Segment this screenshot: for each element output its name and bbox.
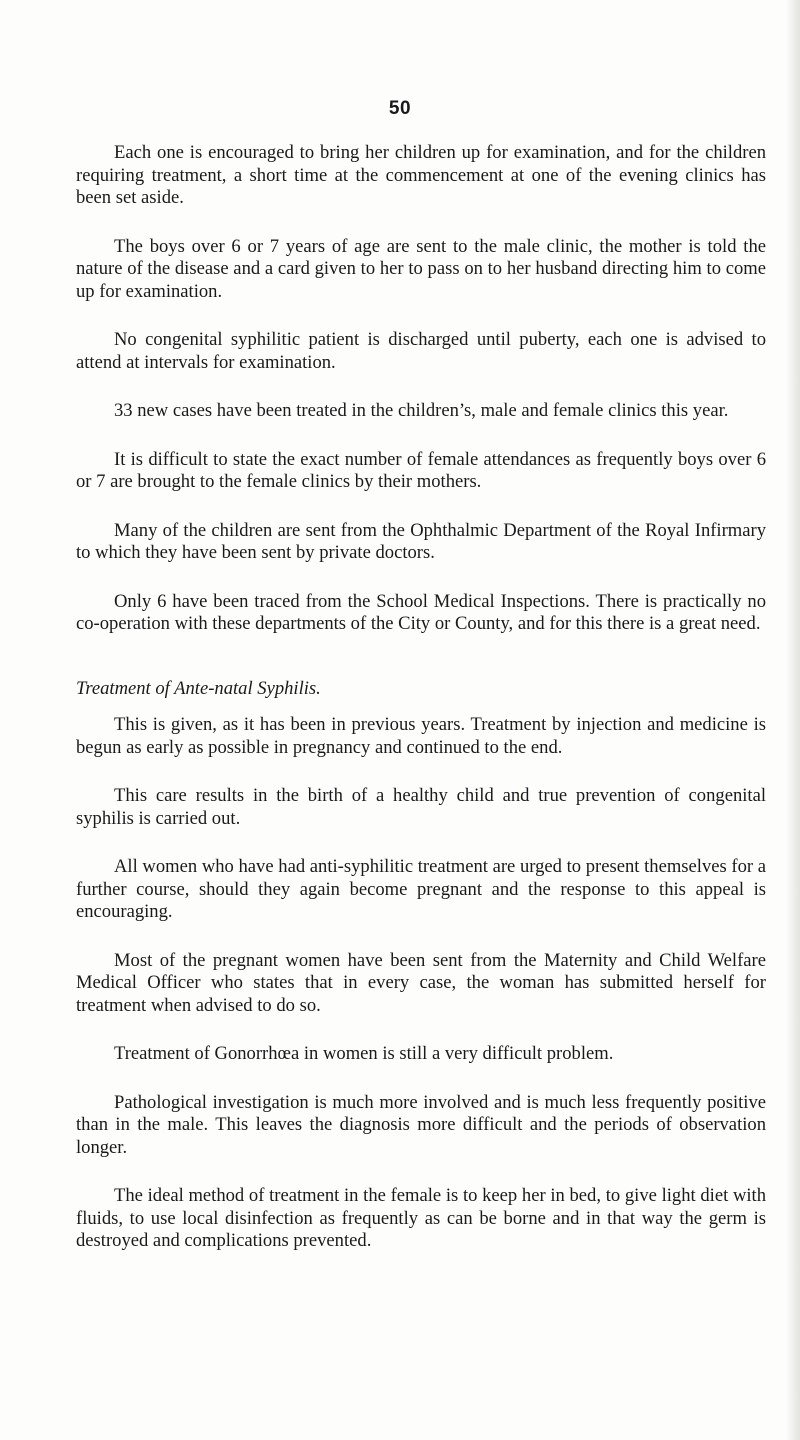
section-paragraph: Pathological investigation is much more involved and is much less frequently positive than in the male. This leaves the diagnosis more difficult and the periods of observation longer.	[76, 1091, 766, 1158]
paragraph: Each one is encouraged to bring her children up for examination, and for the children requiring treatment, a short time at the commencement at one of the evening clinics has been set aside.	[76, 142, 766, 208]
paragraph: No congenital syphilitic patient is discharged until puberty, each one is advised to attend at intervals for examination.	[76, 329, 766, 373]
paragraph: 33 new cases have been treated in the children’s, male and female clinics this year.	[114, 400, 729, 421]
section-paragraph: This care results in the birth of a healthy child and true prevention of congenital syphilis is carried out.	[76, 785, 766, 829]
section-paragraph: This is given, as it has been in previous years. Treatment by injection and medicine is begun as early as possible in pregnancy and continued to the end.	[76, 714, 766, 758]
page-number: 50	[388, 98, 412, 119]
page-edge-shadow	[786, 0, 800, 1440]
section-paragraph: All women who have had anti-syphilitic treatment are urged to present themselves for a further course, should they again become pregnant and the response to this appeal is encouraging.	[76, 856, 766, 922]
section-paragraph: The ideal method of treatment in the female is to keep her in bed, to give light diet with fluids, to use local disinfection as frequently as can be borne and in that way the germ is destroyed and complications prevented.	[76, 1185, 766, 1251]
paragraph: Many of the children are sent from the Ophthalmic Department of the Royal Infirmary to which they have been sent by private doctors.	[76, 519, 766, 563]
body-text	[76, 142, 766, 1279]
section-paragraph: Most of the pregnant women have been sent from the Maternity and Child Welfare Medical Officer who states that in every case, the woman has submitted herself for treatment when advised to do so.	[76, 949, 766, 1016]
paragraph: The boys over 6 or 7 years of age are sent to the male clinic, the mother is told the nature of the disease and a card given to her to pass on to her husband directing him to come up for examination.	[76, 235, 766, 302]
section-paragraph: Treatment of Gonorrhœa in women is still a very difficult problem.	[114, 1043, 614, 1064]
paragraph: It is difficult to state the exact number of female attendances as frequently boys over 6 or 7 are brought to the female clinics by their mothers.	[76, 448, 766, 492]
paragraph: Only 6 have been traced from the School Medical Inspections. There is practically no co-operation with these departments of the City or County, and for this there is a great need.	[76, 590, 766, 634]
section-heading: Treatment of Ante-natal Syphilis.	[76, 677, 321, 699]
